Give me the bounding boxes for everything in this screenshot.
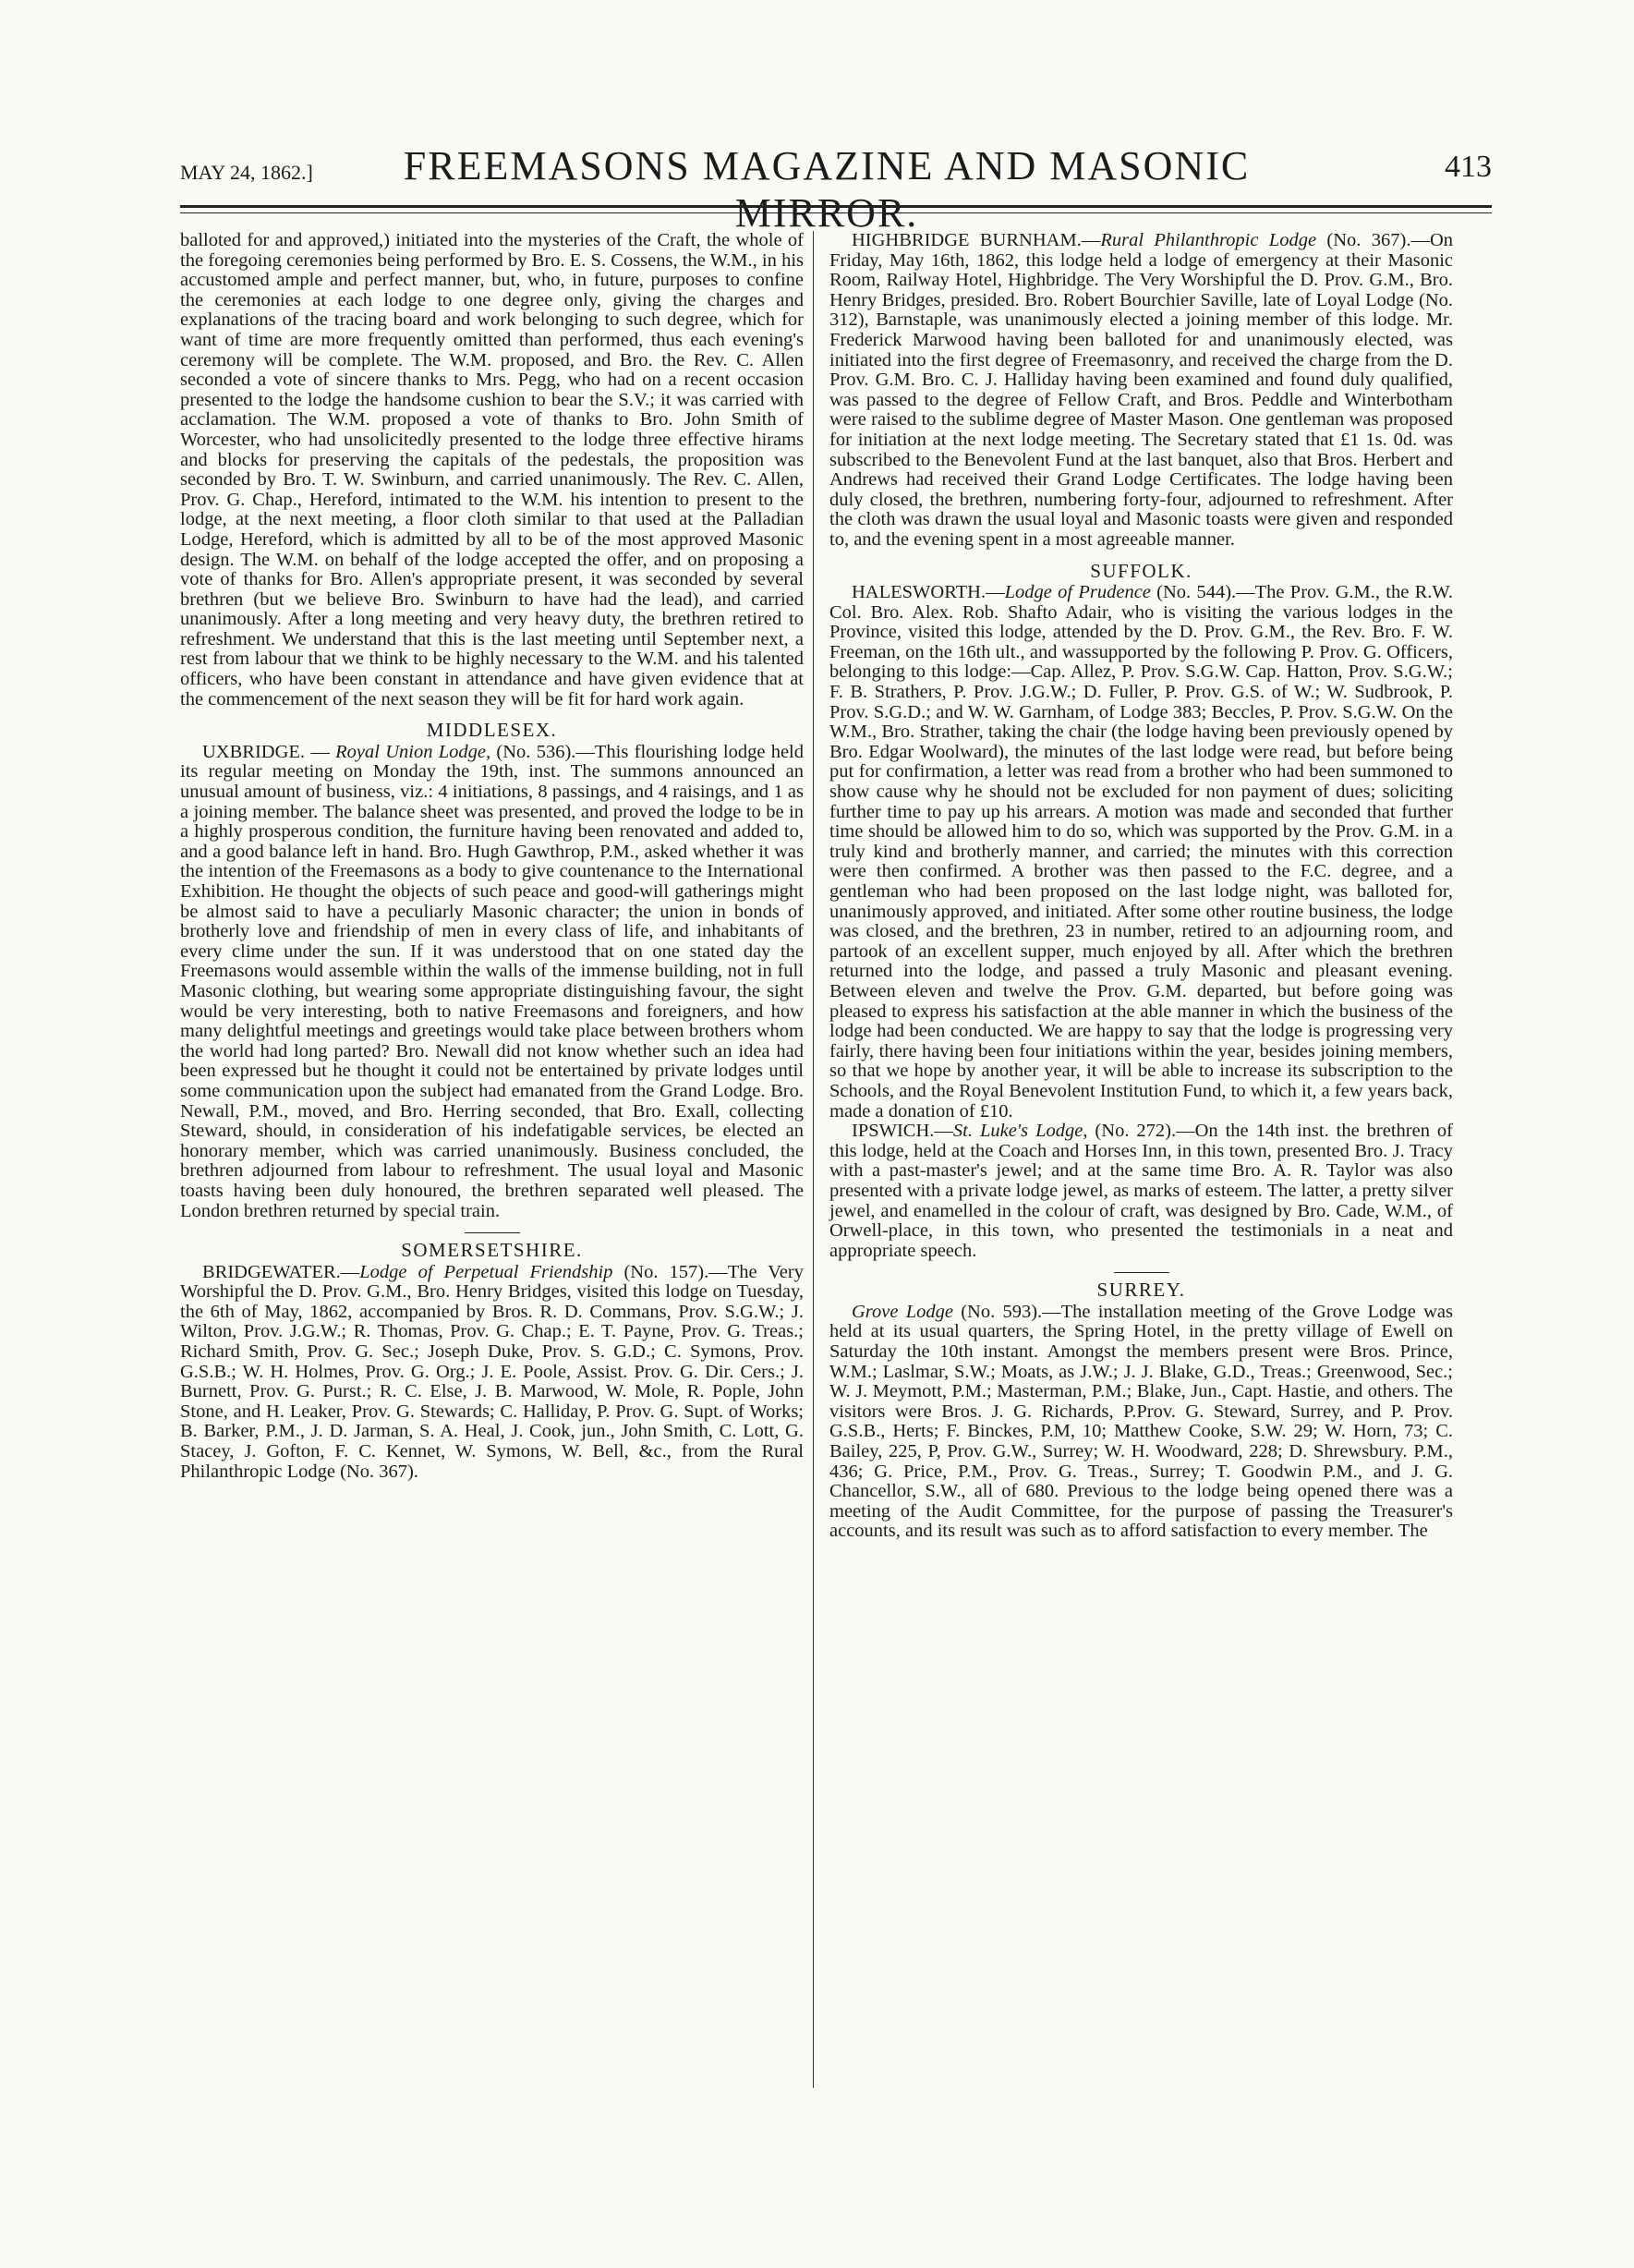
page-number: 413: [1445, 150, 1492, 184]
section-heading-surrey: SURREY.: [1096, 1279, 1186, 1302]
header-rule: [180, 205, 1492, 208]
paragraph-halesworth: [829, 583, 1453, 1122]
section-heading-somerset: SOMERSETSHIRE.: [401, 1239, 583, 1262]
paragraph-body: (No. 593).—The installation meeting of the Grove Lodge was held at its usual quarters, the Spring Hotel, in the pretty village of Ewell on Saturday the 10th instant. Amongst the members present were Bros. Prince, W.M.; Laslmar, S.W.; Moats, as J.W.; J. J. Blake, G.D., Treas.; Greenwood, Sec.; W. J. Meymott, P.M.; Masterman, P.M.; Blake, Jun., Capt. Hastie, and others. The visitors were Bros. J. G. Richards, P.Prov. G. Steward, Surrey, and P. Prov. G.S.B., Herts; F. Binckes, P.M, 10; Matthew Cooke, S.W. 29; W. Horn, 73; C. Bailey, 225, P, Prov. G.W., Surrey; W. H. Woodward, 228; D. Shrewsbury. P.M., 436; G. Price, P.M., Prov. G. Treas., Surrey; T. Goodwin P.M., and J. G. Chancellor, S.W., all of 680. Previous to the lodge being opened there was a meeting of the Audit Committee, for the purpose of passing the Treasurer's accounts, and its result was such as to afford satisfaction to every member. The: [829, 1301, 1453, 1542]
right-column: [829, 231, 1453, 1542]
place-name: IPSWICH.—: [852, 1121, 953, 1142]
lodge-name: Rural Philanthropic Lodge: [1100, 230, 1317, 250]
paragraph-body: (No. 536).—This flourishing lodge held its regular meeting on Monday the 19th, inst. The summons announced an unusual amount of business, viz.: 4 initiations, 8 passings, and 4 raisings, and 1 as a joining member. The balance sheet was presented, and proved the lodge to be in a highly prosperous condition, the furniture having been renovated and added to, and a good balance left in hand. Bro. Hugh Gawthrop, P.M., asked whether it was the intention of the Freemasons as a body to give countenance to the International Exhibition. He thought the objects of such peace and good-will gatherings might be almost said to have a peculiarly Masonic character; the union in bonds of brotherly love and friendship of men in every class of life, and inhabitants of every clime under the sun. If it was understood that on one stated day the Freemasons would assemble within the walls of the immense building, not in full Masonic clothing, but wearing some appropriate distinguishing favour, the sight would be very interesting, both to native Freemasons and foreigners, and how many delightful meetings and greetings would take place between brothers whom the world had long parted? Bro. Newall did not know whether such an idea had been expressed but he thought it could not be entertained by private lodges until some communication upon the subject had emanated from the Grand Lodge. Bro. Newall, P.M., moved, and Bro. Herring seconded, that Bro. Exall, collecting Steward, should, in consideration of his indefatigable services, be elected an honorary member, which was carried unanimously. Business concluded, the brethren adjourned from labour to refreshment. The usual loyal and Masonic toasts having been duly honoured, the brethren separated well pleased. The London brethren returned by special train.: [180, 741, 804, 1221]
place-name: BRIDGEWATER.—: [202, 1261, 360, 1282]
lodge-name: Lodge of Perpetual Friendship: [359, 1261, 613, 1282]
section-divider: [465, 1232, 520, 1233]
lodge-name: Royal Union Lodge,: [335, 741, 491, 762]
paragraph-ipswich: [829, 1122, 1453, 1261]
publication-title: FREEMASONS MAGAZINE AND MASONIC: [403, 143, 1251, 188]
section-heading-middlesex: MIDDLESEX.: [426, 719, 558, 742]
lodge-name: Lodge of Prudence: [1004, 582, 1151, 603]
place-name: UXBRIDGE. —: [202, 741, 336, 762]
column-divider: [813, 231, 814, 2088]
section-heading-suffolk: SUFFOLK.: [1090, 559, 1192, 582]
paragraph-bridgewater: [180, 1263, 804, 1483]
paragraph-body: (No. 272).—On the 14th inst. the brethren of this lodge, held at the Coach and Horses Inn, in this town, presented Bro. J. Tracy with a past-master's jewel; and at the same time Bro. A. R. Taylor was also presented with a private lodge jewel, as marks of esteem. The latter, a pretty silver jewel, and enamelled in the colour of craft, was designed by Bro. Cade, W.M., of Orwell-place, in this town, who presented the testimonials in a neat and appropriate speech.: [829, 1121, 1453, 1261]
paragraph-body: (No. 544).—The Prov. G.M., the R.W. Col. Bro. Alex. Rob. Shafto Adair, who is visiting the various lodges in the Province, visited this lodge, attended by the D. Prov. G.M., the Rev. Bro. F. W. Freeman, on the 16th ult., and wassupported by the following P. Prov. G. Officers, belonging to this lodge:—Cap. Allez, P. Prov. S.G.W. Cap. Hatton, Prov. S.G.W.; F. B. Strathers, P. Prov. J.G.W.; D. Fuller, P. Prov. G.S. of W.; W. Sudbrook, P. Prov. S.G.D.; and W. W. Garnham, of Lodge 383; Beccles, P. Prov. S.G.W. On the W.M., Bro. Strather, taking the chair (the lodge having been previously opened by Bro. Edgar Woolward), the minutes of the last lodge were read, but before being put for confirmation, a letter was read from a brother who had been summoned to show cause why he should not be excluded for non payment of dues; soliciting further time to pay up his arrears. A motion was made and seconded that further time should be allowed him to do so, which was supported by the Prov. G.M. in a truly kind and brotherly manner, and carried; the minutes with this correction were then confirmed. A brother was then passed to the F.C. degree, and a gentleman who had been proposed on the last lodge night, was balloted for, unanimously approved, and initiated. After some other routine business, the lodge was closed, and the brethren, 23 in number, retired to an adjourning room, and partook of an excellent supper, much enjoyed by all. After which the brethren returned into the lodge, and passed a truly Masonic and pleasant evening. Between eleven and twelve the Prov. G.M. departed, but before going was pleased to express his satisfaction at the able manner in which the business of the lodge had been conducted. We are happy to say that the lodge is progressing very fairly, there having been four initiations within the year, besides joining members, so that we hope by another year, it will be able to increase its subscription to the Schools, and the Royal Benevolent Institution Fund, to which it, a few years back, made a donation of £10.: [829, 582, 1453, 1122]
paragraph-highbridge: [829, 231, 1453, 551]
left-column: [180, 231, 804, 1482]
header-rule-thin: [180, 212, 1492, 213]
section-divider: [1114, 1272, 1169, 1273]
place-name: HIGHBRIDGE BURNHAM.—: [852, 230, 1101, 250]
paragraph-body: (No. 367).—On Friday, May 16th, 1862, this lodge held a lodge of emergency at their Masonic Room, Railway Hotel, Highbridge. The Very Worshipful the D. Prov. G.M., Bro. Henry Bridges, presided. Bro. Robert Bourchier Saville, late of Loyal Lodge (No. 312), Barnstaple, was unanimously elected a joining member of this lodge. Mr. Frederick Marwood having been balloted for and unanimously elected, was initiated into the first degree of Freemasonry, and received the charge from the D. Prov. G.M. Bro. C. J. Halliday having been examined and found duly qualified, was passed to the degree of Fellow Craft, and Bros. Peddle and Winterbotham were raised to the sublime degree of Master Mason. One gentleman was proposed for initiation at the next lodge meeting. The Secretary stated that £1 1s. 0d. was subscribed to the Benevolent Fund at the last banquet, also that Bros. Herbert and Andrews had received their Grand Lodge Certificates. The lodge having been duly closed, the brethren, numbering forty-four, adjourned to refreshment. After the cloth was drawn the usual loyal and Masonic toasts were given and responded to, and the evening spent in a most agreeable manner.: [829, 230, 1453, 550]
paragraph-grove-lodge: [829, 1303, 1453, 1542]
lodge-name: Grove Lodge: [852, 1301, 953, 1322]
paragraph-uxbridge: [180, 743, 804, 1221]
place-name: HALESWORTH.—: [852, 582, 1005, 603]
paragraph-body: (No. 157).—The Very Worshipful the D. Prov. G.M., Bro. Henry Bridges, visited this lodge on Tuesday, the 6th of May, 1862, accompanied by Bros. R. D. Commans, Prov. S.G.W.; J. Wilton, Prov. J.G.W.; R. Thomas, Prov. G. Chap.; E. T. Payne, Prov. G. Treas.; Richard Smith, Prov. G. Sec.; Joseph Duke, Prov. S. G.D.; C. Symons, Prov. G.S.B.; W. H. Holmes, Prov. G. Org.; J. E. Poole, Assist. Prov. G. Dir. Cers.; J. Burnett, Prov. G. Purst.; R. C. Else, J. B. Marwood, W. Mole, R. Pople, John Stone, and H. Leaker, Prov. G. Stewards; C. Halliday, P. Prov. G. Supt. of Works; B. Barker, P.M., J. D. Jarman, S. A. Heal, J. Cook, jun., John Smith, C. Lott, G. Stacey, J. Gofton, F. C. Kennet, W. Symons, W. Bell, &c., from the Rural Philanthropic Lodge (No. 367).: [180, 1261, 804, 1482]
issue-date: MAY 24, 1862.]: [180, 161, 313, 184]
lodge-name: St. Luke's Lodge,: [952, 1121, 1088, 1142]
paragraph-continued: balloted for and approved,) initiated into the mysteries of the Craft, the whole of the foregoing ceremonies being performed by Bro. E. S. Cossens, the W.M., in his accustomed ample and perfect manner, but, who, in future, purposes to confine the ceremonies at each lodge to one degree only, giving the charges and explanations of the tracing board and work belonging to such degree, which for want of time are more frequently omitted than performed, thus each evening's ceremony will be complete. The W.M. proposed, and Bro. the Rev. C. Allen seconded a vote of sincere thanks to Mrs. Pegg, who had on a recent occasion presented to the lodge the handsome cushion to bear the S.V.; it was carried with acclamation. The W.M. proposed a vote of thanks to Bro. John Smith of Worcester, who had unsolicitedly presented to the lodge three effective hirams and blocks for preserving the capitals of the pedestals, the proposition was seconded by Bro. T. W. Swinburn, and carried unanimously. The Rev. C. Allen, Prov. G. Chap., Hereford, intimated to the W.M. his intention to present to the lodge, at the next meeting, a floor cloth similar to that used at the Palladian Lodge, Hereford, which is admitted by all to be of the most approved Masonic design. The W.M. on behalf of the lodge accepted the offer, and on proposing a vote of thanks for Bro. Allen's appropriate present, it was seconded by several brethren (but we believe Bro. Swinburn to have had the lead), and carried unanimously. After a long meeting and very heavy duty, the brethren retired to refreshment. We understand that this is the last meeting until September next, a rest from labour that we think to be highly necessary to the W.M. and his talented officers, who have been constant in attendance and have given evidence that at the commencement of the next season they will be fit for hard work again.: [180, 230, 804, 710]
masthead: [180, 139, 1492, 194]
